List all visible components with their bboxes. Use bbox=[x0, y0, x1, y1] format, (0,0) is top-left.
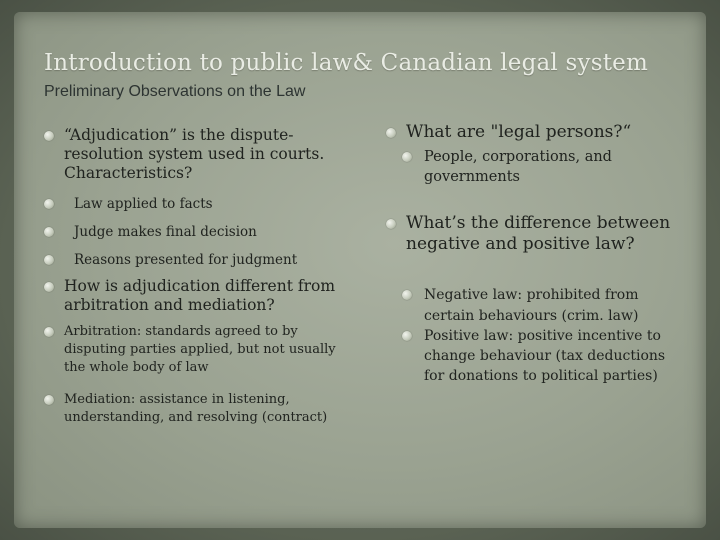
bullet-dot-icon bbox=[44, 395, 54, 405]
bullet-item bbox=[382, 147, 682, 187]
bullet-item bbox=[382, 213, 682, 255]
bullet-text: Mediation: assistance in listening, understanding, and resolving (contract) bbox=[64, 392, 328, 425]
bullet-text: What are "legal persons?“ bbox=[406, 122, 632, 142]
bullet-dot-icon bbox=[386, 128, 396, 138]
bullet-dot-icon bbox=[402, 152, 412, 162]
bullet-dot-icon bbox=[44, 199, 54, 209]
bullet-item bbox=[40, 126, 360, 183]
right-column bbox=[382, 122, 682, 386]
bullet-text: How is adjudication different from arbitration and mediation? bbox=[64, 277, 336, 314]
bullet-dot-icon bbox=[44, 327, 54, 337]
bullet-item bbox=[40, 195, 360, 213]
bullet-dot-icon bbox=[44, 282, 54, 292]
bullet-text: “Adjudication” is the dispute-resolution system used in courts. Characteristics? bbox=[64, 126, 325, 182]
bullet-item bbox=[40, 323, 360, 377]
bullet-text: What’s the difference between negative and positive law? bbox=[406, 213, 671, 254]
slide-subtitle: Preliminary Observations on the Law bbox=[44, 83, 306, 100]
bullet-text: Law applied to facts bbox=[74, 196, 213, 212]
bullet-dot-icon bbox=[402, 290, 412, 300]
bullet-item bbox=[40, 391, 360, 427]
bullet-item bbox=[382, 285, 682, 326]
bullet-dot-icon bbox=[386, 219, 396, 229]
bullet-item bbox=[40, 223, 360, 241]
bullet-item bbox=[40, 251, 360, 269]
bullet-item bbox=[382, 326, 682, 386]
bullet-dot-icon bbox=[44, 227, 54, 237]
bullet-item bbox=[40, 277, 360, 315]
bullet-dot-icon bbox=[402, 331, 412, 341]
left-column bbox=[40, 122, 360, 427]
bullet-dot-icon bbox=[44, 131, 54, 141]
bullet-text: Judge makes final decision bbox=[74, 224, 257, 240]
bullet-item bbox=[382, 122, 682, 143]
bullet-text: Positive law: positive incentive to change behaviour (tax deductions for donations to political parties) bbox=[424, 328, 666, 384]
bullet-text: Reasons presented for judgment bbox=[74, 252, 298, 268]
bullet-dot-icon bbox=[44, 255, 54, 265]
bullet-text: People, corporations, and governments bbox=[424, 149, 612, 185]
slide-title: Introduction to public law& Canadian legal system bbox=[44, 50, 648, 76]
bullet-text: Arbitration: standards agreed to by disputing parties applied, but not usually the whole body of law bbox=[64, 324, 336, 375]
bullet-text: Negative law: prohibited from certain behaviours (crim. law) bbox=[424, 287, 639, 324]
